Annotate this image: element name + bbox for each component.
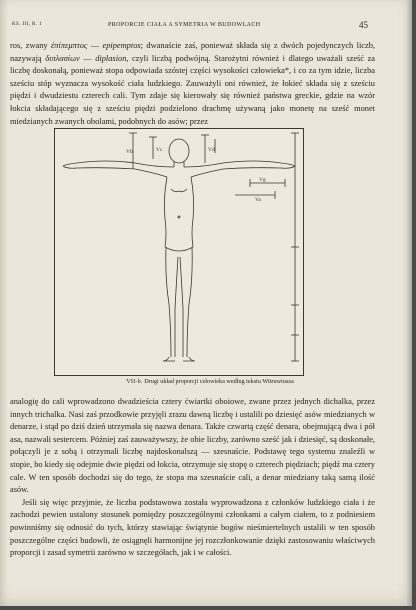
figure-right-leg: [180, 247, 192, 357]
figure-drawing: [55, 129, 303, 375]
figure-feet: [163, 357, 195, 361]
page-number: 45: [359, 20, 368, 30]
figure-torso: [164, 177, 193, 247]
figure-label: Vg: [259, 177, 266, 183]
header-section-ref: KS. III, R. 1: [12, 22, 42, 27]
figure-head: [169, 139, 189, 163]
top-paragraph: [10, 40, 375, 128]
header-title: PROPORCJE CIAŁA A SYMETRIA W BUDOWLACH: [108, 22, 261, 28]
greek-word: διπλασίων: [45, 53, 80, 63]
caption-text: Drugi układ proporcji człowieka według tekstu Witruwiusza: [144, 378, 294, 385]
text-run: ; dwanaście zaś, ponieważ składa się z dwóch pojedynczych liczb, nazywają: [10, 41, 376, 63]
text-run: ros, zwany: [10, 41, 51, 50]
caption-figure-number: VII-b.: [126, 378, 143, 385]
figure-chest: [171, 189, 187, 192]
figure-right-arm: [184, 161, 295, 177]
figure-caption: [100, 378, 320, 386]
figure-label: Vb: [126, 149, 133, 155]
figure-label: Va: [255, 197, 261, 203]
page-edge-shadow: [0, 0, 8, 606]
vitruvian-figure: [54, 128, 304, 376]
paragraph: analogię do cali wprowadzono dwadzieścia cztery ćwiartki oboiowe, zwane przez jednych dichalka, przez innych trichalka. Nasi zaś przodkowie przyjęli zrazu dawną liczbę i ustalili po dziesięć asów miedzianych w denarze, i stąd po dziś dzień utrzymała się nazwa denara. Także czwartą część denara, obejmującą dwa i pół asa, nazwali sestercem. Później zaś zauważywszy, że obie liczby, zarówno sześć jak i dziesięć, są doskonałe, połączyli je z sobą i otrzymali liczbę najdoskonalszą — szesnaście. Podstawę tego systemu znaleźli w stopie, bo kiedy się odejmie dwie piędzi od łokcia, otrzymuje się stopę o czterech piędziach; piędź ma cztery cale. W ten sposób dochodzi się do tego, że stopa ma szesnaście cali, a denar miedziany taką samą ilość asów.: [10, 397, 375, 495]
figure-navel: [178, 216, 180, 218]
greek-word: ἐπίπεμπτος: [51, 41, 88, 50]
paragraph: Jeśli się więc przyjmie, że liczba podstawowa została wyprowadzona z członków ludzkiego ciała i że zachodzi pewien ustalony stosunek pomiędzy poszczególnymi członkami a całym ciałem, to z podniesiem powinniśmy się odnosić do tych, którzy stawiając świątynie bogów nieśmiertelnych ustalili w ten sposób poszczególne części budowli, że osiągnęli harmonijne jej rozczłonkowanie dzięki zastosowaniu właściwych proporcji i zasad symetrii zarówno w szczegółach, jak i w całości.: [10, 497, 375, 558]
bottom-text: [10, 396, 375, 560]
text-run: , czyli liczbą podwójną. Starożytni również i dlatego uważali sześć za liczbę doskonałą, ponieważ stopa odpowiada szóstej części wysokości człowieka*, i co za tym idzie, liczba sześciu stóp wyznacza wysokość ciała ludzkiego. Zauważyli oni również, że łokieć składa się z sześciu piędzi i dwudziestu czterech cali. Tym zdaje się kierowały się również państwa greckie, gdzie na wzór łokcia składającego się z sześciu piędzi podzielono drachmę używaną jako monetę na sześć monet miedzianych zwanych obolami, podobnych do asów; przez: [10, 53, 376, 126]
italic-term: epipemptos: [102, 41, 141, 50]
figure-left-leg: [166, 247, 178, 357]
figure-label: Vd: [208, 147, 215, 153]
text-run: —: [87, 41, 103, 50]
figure-left-arm: [63, 161, 174, 177]
text-run: —: [79, 53, 96, 63]
figure-hip: [165, 247, 193, 251]
italic-term: diplasion: [95, 53, 127, 63]
figure-label: Vc: [156, 147, 163, 153]
